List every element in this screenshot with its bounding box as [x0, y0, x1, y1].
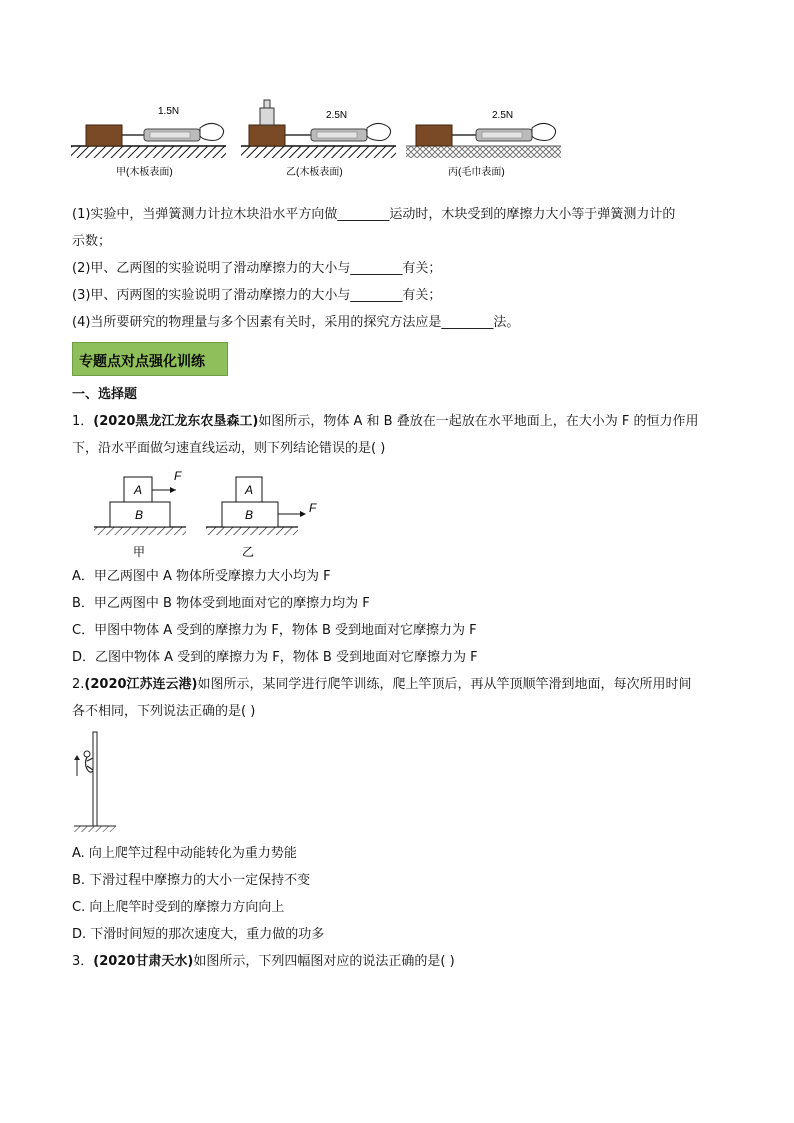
force-label-bing: 2.5N: [492, 110, 514, 121]
caption-jia: 甲(木板表面): [116, 167, 173, 178]
wood-block: [86, 125, 122, 146]
section-banner: [72, 342, 228, 376]
problem-stem: 如图所示，下列四幅图对应的说法正确的是( ): [193, 954, 455, 969]
wood-block: [416, 125, 452, 146]
weight-icon: [260, 108, 274, 125]
problem-2-option-a: A. 向上爬竿过程中动能转化为重力势能: [72, 846, 297, 861]
problem-1-stem-line1: [72, 412, 698, 432]
wood-block: [249, 125, 285, 146]
pole-climbing-figure: [72, 728, 122, 836]
question-1-line2: 示数；: [72, 234, 112, 249]
label-f: F: [309, 501, 317, 515]
problem-source: (2020江苏连云港): [84, 677, 198, 692]
friction-experiment-figure: [66, 92, 566, 184]
problem-number: 2.: [72, 677, 85, 692]
problem-3-stem: [72, 952, 455, 972]
problem-source: (2020黑龙江龙东农垦森工): [93, 414, 259, 429]
problem-number: 1．: [72, 414, 94, 429]
problem-1-option-b: B．甲乙两图中 B 物体受到地面对它的摩擦力均为 F: [72, 596, 370, 611]
caption-yi: 乙(木板表面): [286, 167, 343, 178]
label-b: B: [135, 508, 144, 522]
problem-2-stem-line2: 各不相同，下列说法正确的是( ): [72, 704, 256, 719]
label-f: F: [174, 469, 182, 483]
problem-2-option-d: D. 下滑时间短的那次速度大，重力做的功多: [72, 927, 325, 942]
question-1-line1: (1)实验中，当弹簧测力计拉木块沿水平方向做________运动时，木块受到的摩擦力大小等于弹簧测力计的: [72, 207, 676, 222]
panel-bing: [406, 123, 561, 158]
label-a: A: [245, 483, 254, 497]
pole: [93, 732, 97, 826]
problem-2-option-c: C. 向上爬竿时受到的摩擦力方向向上: [72, 900, 285, 915]
force-label-yi: 2.5N: [326, 110, 348, 121]
hand-icon: [200, 123, 224, 140]
problem-2-stem-line1: [72, 675, 692, 695]
climber-icon: [84, 751, 93, 772]
section-title: 专题点对点强化训练: [79, 354, 205, 370]
panel-jia: [71, 123, 226, 158]
problem-number: 3．: [72, 954, 94, 969]
hand-icon: [532, 123, 556, 140]
hand-icon: [367, 123, 391, 140]
caption-jia: 甲: [133, 545, 146, 559]
caption-yi: 乙: [242, 545, 255, 559]
section-subheading: 一、选择题: [72, 387, 138, 402]
panel-yi: [241, 100, 396, 158]
problem-stem: 如图所示，某同学进行爬竿训练，爬上竿顶后，再从竿顶顺竿滑到地面，每次所用时间: [197, 677, 692, 692]
problem-source: (2020甘肃天水): [93, 954, 194, 969]
caption-bing: 丙(毛巾表面): [448, 167, 505, 178]
force-label-jia: 1.5N: [158, 106, 180, 117]
question-3: (3)甲、丙两图的实验说明了滑动摩擦力的大小与________有关；: [72, 288, 442, 303]
problem-2-option-b: B. 下滑过程中摩擦力的大小一定保持不变: [72, 873, 311, 888]
problem-1-option-a: A．甲乙两图中 A 物体所受摩擦力大小均为 F: [72, 569, 331, 584]
question-4: (4)当所要研究的物理量与多个因素有关时，采用的探究方法应是________法。: [72, 315, 520, 330]
label-b: B: [245, 508, 254, 522]
problem-stem: 如图所示，物体 A 和 B 叠放在一起放在水平地面上，在大小为 F 的恒力作用: [258, 414, 699, 429]
problem-1-option-d: D．乙图中物体 A 受到的摩擦力为 F，物体 B 受到地面对它摩擦力为 F: [72, 650, 478, 665]
question-2: (2)甲、乙两图的实验说明了滑动摩擦力的大小与________有关；: [72, 261, 442, 276]
problem-1-stem-line2: 下，沿水平面做匀速直线运动，则下列结论错误的是( ): [72, 441, 386, 456]
problem-1-option-c: C．甲图中物体 A 受到的摩擦力为 F，物体 B 受到地面对它摩擦力为 F: [72, 623, 477, 638]
label-a: A: [134, 483, 143, 497]
stacked-blocks-figure: [90, 466, 330, 562]
